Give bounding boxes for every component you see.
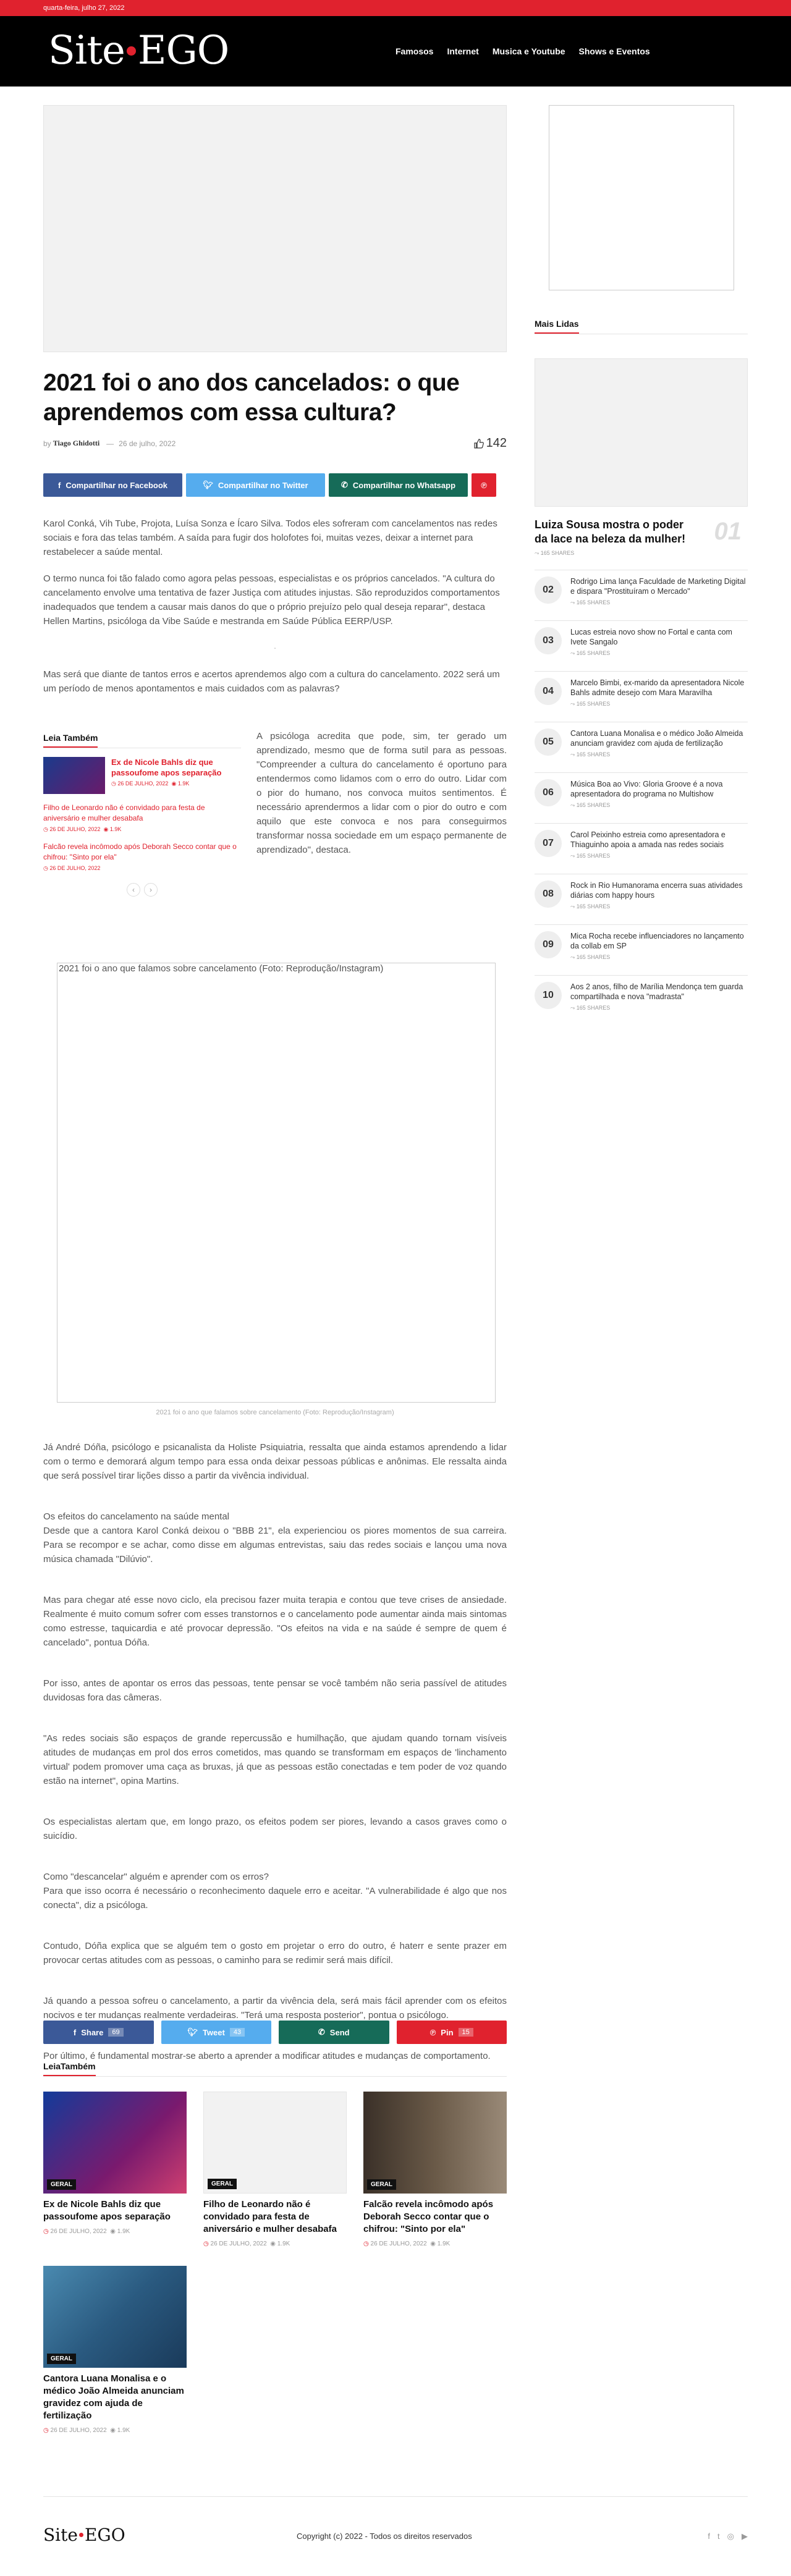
paragraph: Já André Dóña, psicólogo e psicanalista da Holiste Psiquiatria, ressalta que ainda estamos aprendendo a lidar com o termo e demorará algum tempo para essa onda deixar pessoas públicas e anônimas. Ele ressalta ainda que será possível tirar lições disso a partir da vivência individual. [43,1442,507,1481]
footer-logo[interactable] [43,2525,125,2545]
article-intro [43,517,507,708]
nav-item-famosos[interactable]: Famosos [396,46,434,56]
most-read-item[interactable] [535,620,748,671]
card-date: 26 DE JULHO, 2022 [50,2228,107,2235]
article-title: 2021 foi o ano dos cancelados: o que aprendemos com essa cultura? [43,370,460,426]
share-icon: ⤳ [570,954,575,960]
related-card[interactable] [43,2266,187,2434]
share-twitter-label: Compartilhar no Twitter [218,480,308,490]
rank-number: 03 [535,627,562,654]
share-count: 165 SHARES [576,650,611,656]
card-meta [43,2228,187,2235]
item-shares [570,701,748,707]
clock-icon: ◷ [43,2427,49,2434]
item-shares [570,853,748,859]
send-label: Send [329,2027,350,2037]
top-bar [0,0,791,16]
related-thumbnail[interactable] [43,757,105,794]
share-icon: ⤳ [570,751,575,758]
paragraph: Karol Conká, Vih Tube, Projota, Luísa Sonza e Ícaro Silva. Todos eles sofreram com cancelamentos nas redes sociais e fora das telas também. A saída para fugir dos holofotes foi, muitas vezes, deixar a internet para restabelecer a saúde mental. [43,518,497,557]
share-icon: ⤳ [570,903,575,910]
share-icon: ⤳ [535,550,539,556]
card-views: 1.9K [117,2228,130,2235]
card-image[interactable] [43,2092,187,2194]
item-title[interactable]: Carol Peixinho estreia como apresentadora e Thiaguinho apoia a amada nas redes sociais [570,830,725,849]
site-header [0,16,791,87]
item-title[interactable]: Mica Rocha recebe influenciadores no lançamento da collab em SP [570,932,744,950]
facebook-icon: f [73,2027,77,2037]
social-links [708,2532,748,2541]
main-content [43,105,507,2434]
share-icon: ⤳ [570,599,575,606]
pin-label: Pin [441,2027,454,2037]
facebook-icon[interactable]: f [708,2532,711,2541]
rank-number: 08 [535,880,562,908]
logo-text-site: Site [43,2525,78,2545]
related-link[interactable]: Filho de Leonardo não é convidado para festa de aniversário e mulher desabafa [43,803,205,822]
card-views: 1.9K [437,2240,450,2247]
image-caption: 2021 foi o ano que falamos sobre cancelamento (Foto: Reprodução/Instagram) [156,1409,394,1416]
most-read-heading: Mais Lidas [535,319,579,334]
rank-number: 02 [535,576,562,604]
most-read-item[interactable] [535,722,748,772]
most-read-item[interactable] [535,874,748,924]
current-date: quarta-feira, julho 27, 2022 [43,4,125,12]
sidebar-ad[interactable] [549,105,734,290]
most-read-list [535,570,748,1026]
most-read-item[interactable] [535,924,748,975]
related-posts [43,2061,507,2434]
most-read-item[interactable] [535,570,748,620]
paragraph: Por último, é fundamental mostrar-se aberto a aprender a modificar atitudes e mudanças de comportamento. [43,2051,491,2061]
pinterest-icon: ℗ [429,2027,436,2037]
paragraph: Por isso, antes de apontar os erros das pessoas, tente pensar se você também não seria passível de atitudes duvidosas fora das câmeras. [43,1678,507,1703]
twitter-icon: 🐦︎ [187,2027,198,2037]
related-card[interactable] [203,2092,347,2247]
card-title[interactable]: Filho de Leonardo não é convidado para festa de aniversário e mulher desabafa [203,2199,337,2234]
share-bar-top [43,473,507,497]
send-button[interactable] [279,2021,389,2044]
most-read-item[interactable] [535,671,748,722]
item-shares [570,599,748,606]
share-facebook-button[interactable] [43,473,182,497]
dot-separator: · [273,643,277,653]
related-posts-heading: LeiaTambém [43,2061,96,2076]
related-title[interactable]: Ex de Nicole Bahls diz que passoufome apos separação [111,758,222,777]
whatsapp-icon: ✆ [341,480,348,489]
featured-image[interactable] [535,358,748,507]
eye-icon: ◉ [270,2240,276,2247]
eye-icon: ◉ [110,2427,116,2434]
inline-related-box [43,733,241,897]
paragraph: Mas para chegar até esse novo ciclo, ela precisou fazer muita terapia e contou que teve crises de ansiedade. Realmente é muito comum sofrer com esses transtornos e o cancelamento pode aumentar ainda mais sintomas como estresse, taquicardia e até provocar depressão. "Os efeitos na vida e na saúde é sempre de quem é cancelado", pontua Dóña. [43,1595,507,1648]
logo-text-site: Site [48,28,125,74]
item-shares [570,650,748,657]
paragraph: O termo nunca foi tão falado como agora pelas pessoas, especialistas e os próprios cancelados. "A cultura do cancelamento envolve uma tentativa de fazer Justiça com atitudes injustas. São reproduzidos comportamentos inadequados que tendem a causar mais danos do que o próprio prejuízo pelo qual deseja reparar", destaca Hellen Martins, psicóloga da Vibe Saúde e mestranda em Saúde Pública EERP/USP. [43,573,500,627]
next-button[interactable]: › [144,883,158,897]
paragraph: Mas será que diante de tantos erros e acertos aprendemos algo com a cultura do cancelamento. 2022 será um um período de menos apontamentos e mais cuidados com as palavras? [43,669,500,694]
by-label: by [43,439,51,448]
featured-rank: 01 [714,518,742,545]
item-title[interactable]: Música Boa ao Vivo: Gloria Groove é a nova apresentadora do programa no Multishow [570,780,723,798]
card-date: 26 DE JULHO, 2022 [210,2240,267,2247]
share-count: 165 SHARES [576,599,611,606]
related-card[interactable] [43,2092,187,2247]
share-whatsapp-label: Compartilhar no Whatsapp [352,480,456,490]
featured-title[interactable]: Luiza Sousa mostra o poder da lace na beleza da mulher! [535,518,686,545]
divider [43,2076,507,2077]
card-image[interactable] [43,2266,187,2368]
item-shares [570,903,748,910]
related-grid [43,2092,507,2434]
share-icon: ⤳ [570,802,575,808]
rank-number: 10 [535,982,562,1009]
like-button[interactable] [474,436,507,450]
card-meta [203,2240,347,2247]
item-title[interactable]: Aos 2 anos, filho de Marília Mendonça tem guarda compartilhada e nova "madrasta" [570,982,743,1001]
rank-number: 04 [535,678,562,705]
related-link-meta [43,826,241,833]
share-icon: ⤳ [570,650,575,656]
meta-separator: — [106,439,114,448]
pinterest-icon: ℗ [481,480,487,490]
featured-post[interactable] [535,518,748,557]
nav-item-shows[interactable]: Shows e Eventos [578,46,650,56]
clock-icon: ◷ [43,826,48,832]
author-link[interactable]: Tiago Ghidotti [53,439,100,447]
category-badge[interactable]: GERAL [47,2179,76,2190]
logo-text-ego: EGO [137,28,229,74]
share-button[interactable] [43,2021,154,2044]
twitter-icon[interactable]: t [717,2532,720,2541]
inline-related-item[interactable] [43,757,241,794]
item-title[interactable]: Lucas estreia novo show no Fortal e canta com Ivete Sangalo [570,628,732,646]
clock-icon: ◷ [363,2240,369,2247]
related-meta [111,780,241,787]
share-pinterest-button[interactable] [472,473,496,497]
card-meta [43,2427,187,2434]
pin-button[interactable] [397,2021,507,2044]
card-date: 26 DE JULHO, 2022 [50,2427,107,2434]
card-views: 1.9K [117,2427,130,2434]
paragraph: Os efeitos do cancelamento na saúde mental Desde que a cantora Karol Conká deixou o "BBB 21", ela experienciou os piores momentos de sua carreira. Para se recompor e se achar, como disse em algumas entrevistas, saiu das redes sociais e lançou uma nova música chamada "Dilúvio". [43,1511,507,1565]
related-link-date: 26 DE JULHO, 2022 [49,865,101,871]
category-badge[interactable]: GERAL [47,2354,76,2364]
like-count: 142 [486,436,507,450]
share-whatsapp-button[interactable] [329,473,468,497]
related-card[interactable] [363,2092,507,2247]
article-date: 26 de julho, 2022 [119,439,176,448]
rank-number: 06 [535,779,562,806]
related-pager [43,883,241,897]
featured-shares [535,550,748,557]
related-link-views: 1.9K [109,826,122,832]
item-shares [570,1005,748,1011]
paragraph: "As redes sociais são espaços de grande repercussão e humilhação, que ajudam quando tornam visíveis atitudes de mudanças em prol dos erros cometidos, mas quando se transformam em espaços de 'linchamento virtual' podem promover uma caça as bruxas, já que as pessoas estão conectadas e tem poder de voz quando estão na internet", opina Martins. [43,1733,507,1786]
related-link-meta [43,865,241,872]
share-count: 165 SHARES [576,802,611,808]
share-icon: ⤳ [570,701,575,707]
share-icon: ⤳ [570,1005,575,1011]
eye-icon: ◉ [430,2240,436,2247]
share-icon: ⤳ [570,853,575,859]
rank-number: 09 [535,931,562,958]
item-title[interactable]: Rock in Rio Humanorama encerra suas atividades diárias com happy hours [570,881,743,900]
logo-dot [79,2533,83,2537]
item-shares [570,751,748,758]
paragraph: Os especialistas alertam que, em longo prazo, os efeitos podem ser piores, levando a casos graves como o suicídio. [43,1817,507,1841]
card-date: 26 DE JULHO, 2022 [370,2240,427,2247]
paragraph: Contudo, Dóña explica que se alguém tem o gosto em projetar o erro do outro, é haterr e sente prazer em provocar certas atitudes com as pessoas, o caminho para se redimir será mais difícil. [43,1941,507,1966]
related-date: 26 DE JULHO, 2022 [117,780,169,787]
thumbs-up-icon [474,439,484,449]
share-twitter-button[interactable] [186,473,325,497]
sidebar [535,105,748,1011]
facebook-icon: f [57,480,61,490]
related-link[interactable]: Falcão revela incômodo após Deborah Secco contar que o chifrou: "Sinto por ela" [43,842,237,861]
related-link-date: 26 DE JULHO, 2022 [49,826,101,832]
card-views: 1.9K [277,2240,290,2247]
logo-text-ego: EGO [84,2525,125,2545]
share-count: 69 [108,2028,123,2037]
site-logo[interactable] [48,28,229,73]
tweet-label: Tweet [202,2027,225,2037]
share-count: 165 SHARES [576,853,611,859]
nav-item-internet[interactable]: Internet [447,46,479,56]
rank-number: 05 [535,728,562,756]
card-title[interactable]: Ex de Nicole Bahls diz que passoufome apos separação [43,2199,171,2222]
image-alt-text: 2021 foi o ano que falamos sobre cancelamento (Foto: Reprodução/Instagram) [59,963,384,974]
whatsapp-icon: ✆ [318,2027,325,2037]
paragraph: Já quando a pessoa sofreu o cancelamento, a partir da vivência dela, será mais fácil aprender com os efeitos nocivos e ter mudanças realmente verdadeiras. "Terá uma resposta posterior", pontua o psicólogo. [43,1996,507,2021]
most-read-item[interactable] [535,823,748,874]
card-title[interactable]: Cantora Luana Monalisa e o médico João Almeida anunciam gravidez com ajuda de fertilização [43,2373,184,2421]
most-read-item[interactable] [535,975,748,1026]
article-image [57,963,496,1403]
item-title[interactable]: Rodrigo Lima lança Faculdade de Marketing Digital e dispara "Prostituíram o Mercado" [570,577,746,596]
item-title[interactable]: Cantora Luana Monalisa e o médico João Almeida anunciam gravidez com ajuda de fertilização [570,729,743,748]
item-shares [570,954,748,961]
logo-dot [127,46,136,56]
instagram-icon[interactable]: ◎ [727,2532,734,2541]
paragraph: Como "descancelar" alguém e aprender com os erros? Para que isso ocorra é necessário o reconhecimento daquele erro e aceitar. "A vulnerabilidade é algo que nos conecta", diz a psicóloga. [43,1872,507,1911]
share-count: 165 SHARES [576,903,611,910]
share-count: 165 SHARES [576,701,611,707]
article-body [43,1426,507,2090]
tweet-count: 43 [230,2028,245,2037]
eye-icon: ◉ [103,826,109,832]
most-read-header [535,319,748,334]
prev-button[interactable]: ‹ [127,883,140,897]
rank-number: 07 [535,830,562,857]
share-count: 165 SHARES [576,751,611,758]
clock-icon: ◷ [43,865,48,871]
clock-icon: ◷ [43,2228,49,2235]
article-quote: A psicóloga acredita que pode, sim, ter gerado um aprendizado, mesmo que de forma sutil para as pessoas. "Compreender a cultura do cancelamento é oportuno para entendermos como lidamos com o erro do outro. Lidar com o pior do humano, nos convoca muitos sentimentos. É necessário aprendermos a lidar com o pior do outro e com aquilo que este convoca e nos para conseguirmos transformar nossa sociedade em um espaço permanente de aprendizado", destaca. [256,731,507,855]
featured-share-count: 165 SHARES [540,550,575,556]
share-count: 165 SHARES [576,1005,611,1011]
twitter-icon: 🐦︎ [203,480,213,489]
nav-item-musica[interactable]: Musica e Youtube [492,46,565,56]
site-footer [43,2496,748,2576]
share-bar-bottom [43,2021,507,2044]
most-read-item[interactable] [535,772,748,823]
card-image[interactable] [363,2092,507,2194]
clock-icon: ◷ [203,2240,209,2247]
category-badge[interactable]: GERAL [208,2179,237,2189]
inline-related-heading: Leia Também [43,733,98,748]
article-meta [43,436,507,450]
copyright: Copyright (c) 2022 - Todos os direitos reservados [297,2532,472,2541]
main-nav [396,16,650,87]
share-count: 165 SHARES [576,954,611,960]
pin-count: 15 [459,2028,473,2037]
related-views: 1.9K [177,780,190,787]
card-meta [363,2240,507,2247]
card-title[interactable]: Falcão revela incômodo após Deborah Secco contar que o chifrou: "Sinto por ela" [363,2199,494,2234]
ad-banner[interactable] [43,105,507,352]
eye-icon: ◉ [171,780,177,787]
tweet-button[interactable] [161,2021,272,2044]
card-image[interactable] [203,2092,347,2194]
category-badge[interactable]: GERAL [367,2179,396,2190]
share-facebook-label: Compartilhar no Facebook [66,480,168,490]
share-label: Share [81,2027,104,2037]
youtube-icon[interactable]: ▶ [742,2532,748,2541]
item-shares [570,802,748,809]
clock-icon: ◷ [111,780,116,787]
item-title[interactable]: Marcelo Bimbi, ex-marido da apresentadora Nicole Bahls admite desejo com Mara Maravilha [570,678,745,697]
eye-icon: ◉ [110,2228,116,2235]
